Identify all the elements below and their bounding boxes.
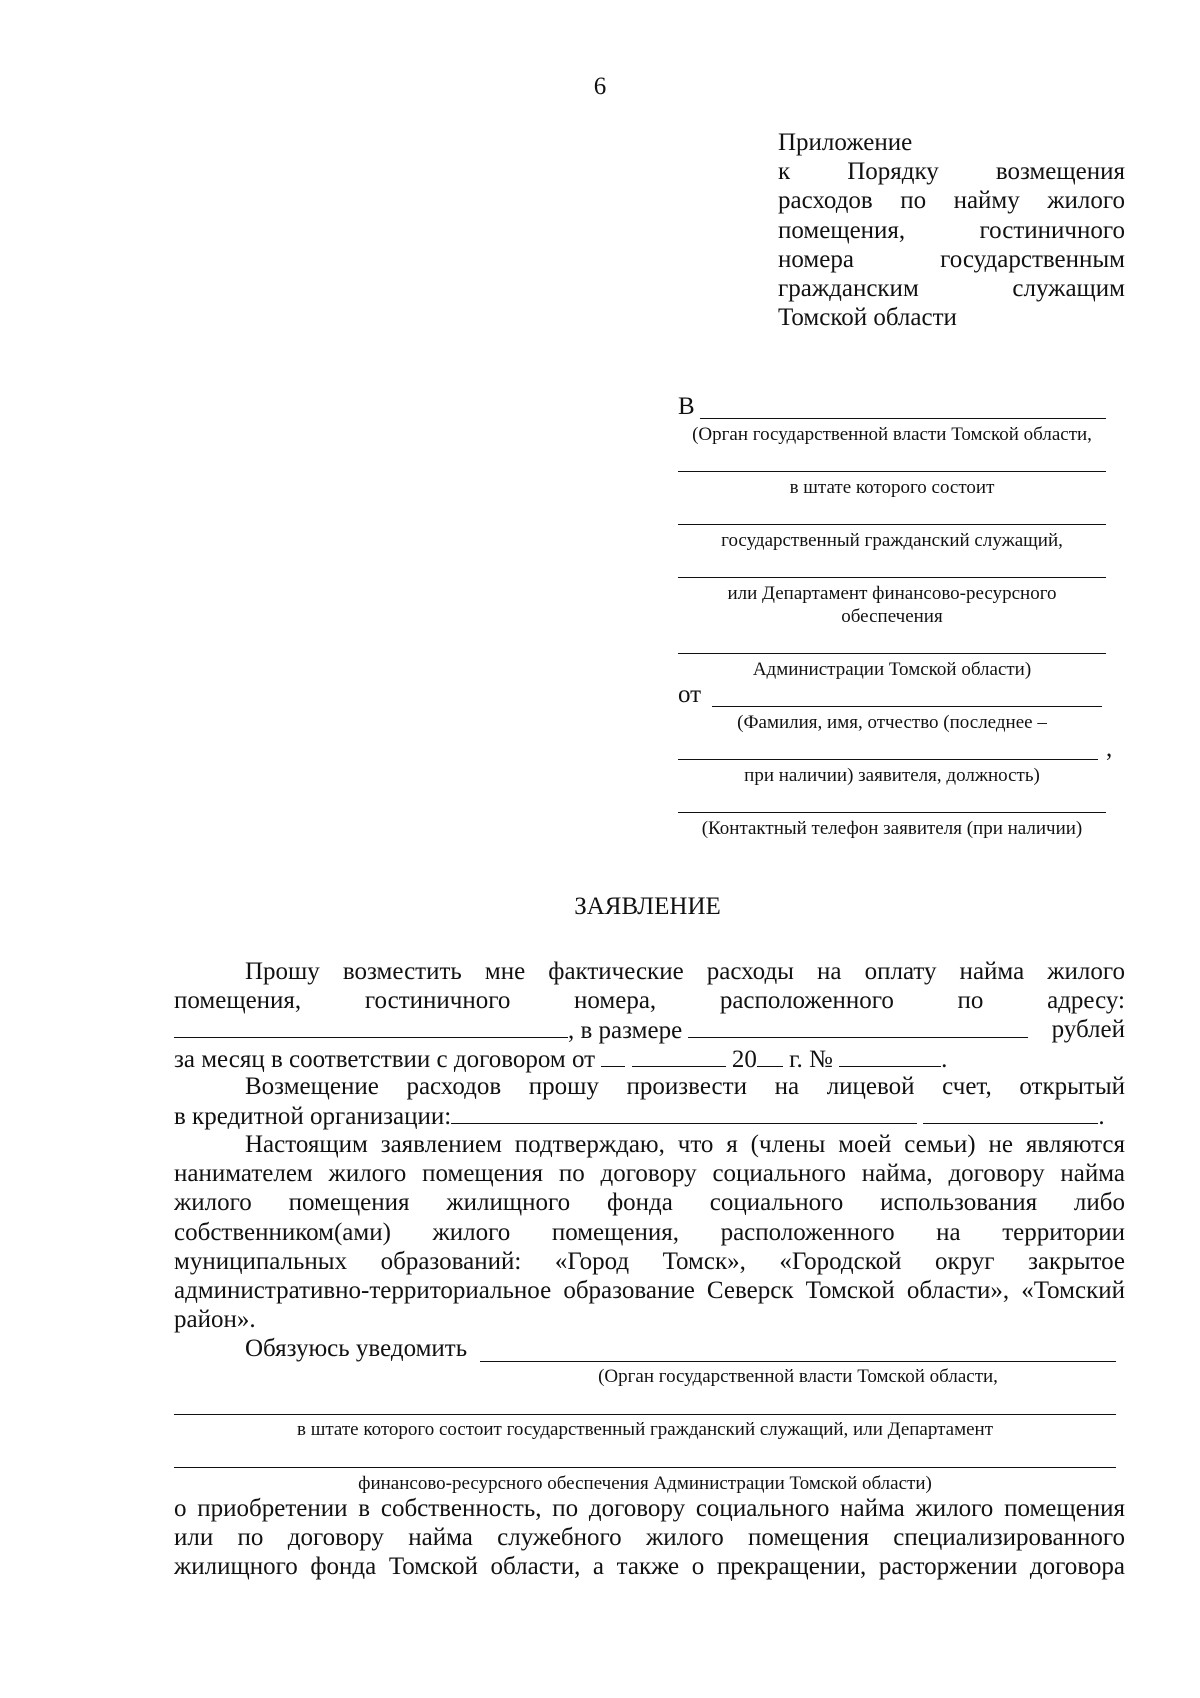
number-label: г. № [789, 1046, 833, 1073]
year-prefix: 20 [731, 1046, 757, 1073]
period: . [941, 1046, 948, 1073]
body-line: жилищного фонда Томской области, а также о прекращении, расторжении договора [174, 1553, 1125, 1581]
contract-month-field[interactable] [632, 1044, 726, 1067]
account-row [174, 1101, 1125, 1132]
notify-field-line[interactable] [174, 1414, 1116, 1415]
address-field[interactable] [174, 1015, 568, 1038]
paragraph-confirmation [174, 1130, 1125, 1334]
applicant-phone-field[interactable] [678, 812, 1106, 813]
applicant-position-field[interactable] [678, 759, 1098, 760]
notify-field-line[interactable] [174, 1467, 1116, 1468]
appendix-line: к Порядку возмещения [778, 158, 1125, 186]
appendix-line: гражданским служащим [778, 275, 1125, 303]
body-line: район». [174, 1306, 256, 1334]
addressee-field-line[interactable] [678, 577, 1106, 578]
contract-number-field[interactable] [839, 1044, 941, 1067]
paragraph-notification [174, 1494, 1125, 1582]
appendix-block [778, 128, 1125, 332]
contract-year-field[interactable] [757, 1044, 783, 1067]
notify-row [174, 1334, 1125, 1364]
notify-caption: (Орган государственной власти Томской области, [598, 1366, 998, 1387]
body-line: нанимателем жилого помещения по договору социального найма, договору найма [174, 1160, 1125, 1188]
notify-organ-field[interactable] [480, 1361, 1116, 1362]
period: . [1098, 1103, 1105, 1130]
addressee-caption: государственный гражданский служащий, [721, 530, 1063, 551]
size-label: , в размере [568, 1017, 683, 1044]
addressee-caption: Администрации Томской области) [752, 659, 1032, 680]
body-line: Возмещение расходов прошу произвести на лицевой счет, открытый [245, 1073, 1125, 1100]
body-line: собственником(ами) жилого помещения, расположенного на территории [174, 1218, 1125, 1246]
addressee-field-line[interactable] [678, 653, 1106, 654]
amount-field[interactable] [688, 1015, 1028, 1038]
body-line: Настоящим заявлением подтверждаю, что я (члены моей семьи) не являются [245, 1131, 1125, 1158]
from-label: от [678, 681, 702, 708]
paragraph-request [174, 957, 1125, 1015]
appendix-line: Приложение [778, 129, 913, 156]
notify-label: Обязуюсь уведомить [245, 1335, 468, 1362]
addressee-caption: обеспечения [841, 606, 943, 627]
addressee-caption: (Орган государственной власти Томской области, [692, 424, 1092, 445]
body-line: административно-территориальное образование Северск Томской области», «Томский [174, 1277, 1125, 1305]
appendix-line: номера государственным [778, 245, 1125, 273]
addressee-field-line[interactable] [678, 471, 1106, 472]
bank-label: в кредитной организации: [174, 1103, 452, 1130]
contract-label: за месяц в соответствии с договором от [174, 1046, 596, 1073]
body-line: помещения, гостиничного номера, расположенного по адресу: [174, 987, 1125, 1015]
to-label: В [678, 393, 695, 420]
appendix-line: Томской области [778, 304, 957, 332]
contract-day-field[interactable] [601, 1044, 625, 1067]
body-line: Прошу возместить мне фактические расходы на оплату найма жилого [245, 958, 1125, 985]
document-title: ЗАЯВЛЕНИЕ [574, 893, 721, 920]
addressee-organ-field[interactable] [700, 418, 1106, 419]
addressee-caption: (Фамилия, имя, отчество (последнее – [737, 712, 1047, 733]
addressee-field-line[interactable] [678, 524, 1106, 525]
paragraph-account [174, 1072, 1125, 1101]
contract-row [174, 1044, 1125, 1075]
bank-field[interactable] [451, 1101, 917, 1124]
appendix-line: помещения, гостиничного [778, 216, 1125, 244]
appendix-line: расходов по найму жилого [778, 187, 1125, 215]
comma: , [1106, 735, 1113, 762]
body-line: жилого помещения жилищного фонда социального использования либо [174, 1189, 1125, 1217]
body-line: муниципальных образований: «Город Томск», «Городской округ закрытое [174, 1247, 1125, 1275]
page-number: 6 [593, 73, 607, 100]
applicant-name-field[interactable] [712, 706, 1102, 707]
addressee-caption: при наличии) заявителя, должность) [744, 765, 1040, 786]
addressee-caption: (Контактный телефон заявителя (при наличии) [701, 818, 1083, 839]
account-number-field[interactable] [923, 1101, 1098, 1124]
body-line: о приобретении в собственность, по договору социального найма жилого помещения [174, 1495, 1125, 1522]
notify-caption: финансово-ресурсного обеспечения Администрации Томской области) [358, 1473, 932, 1494]
body-line: или по договору найма служебного жилого помещения специализированного [174, 1524, 1125, 1552]
address-size-row [174, 1015, 1125, 1046]
rubles-label: рублей [1051, 1016, 1125, 1043]
addressee-caption: в штате которого состоит [789, 477, 995, 498]
addressee-caption: или Департамент финансово-ресурсного [727, 583, 1057, 604]
notify-caption: в штате которого состоит государственный гражданский служащий, или Департамент [297, 1419, 993, 1440]
